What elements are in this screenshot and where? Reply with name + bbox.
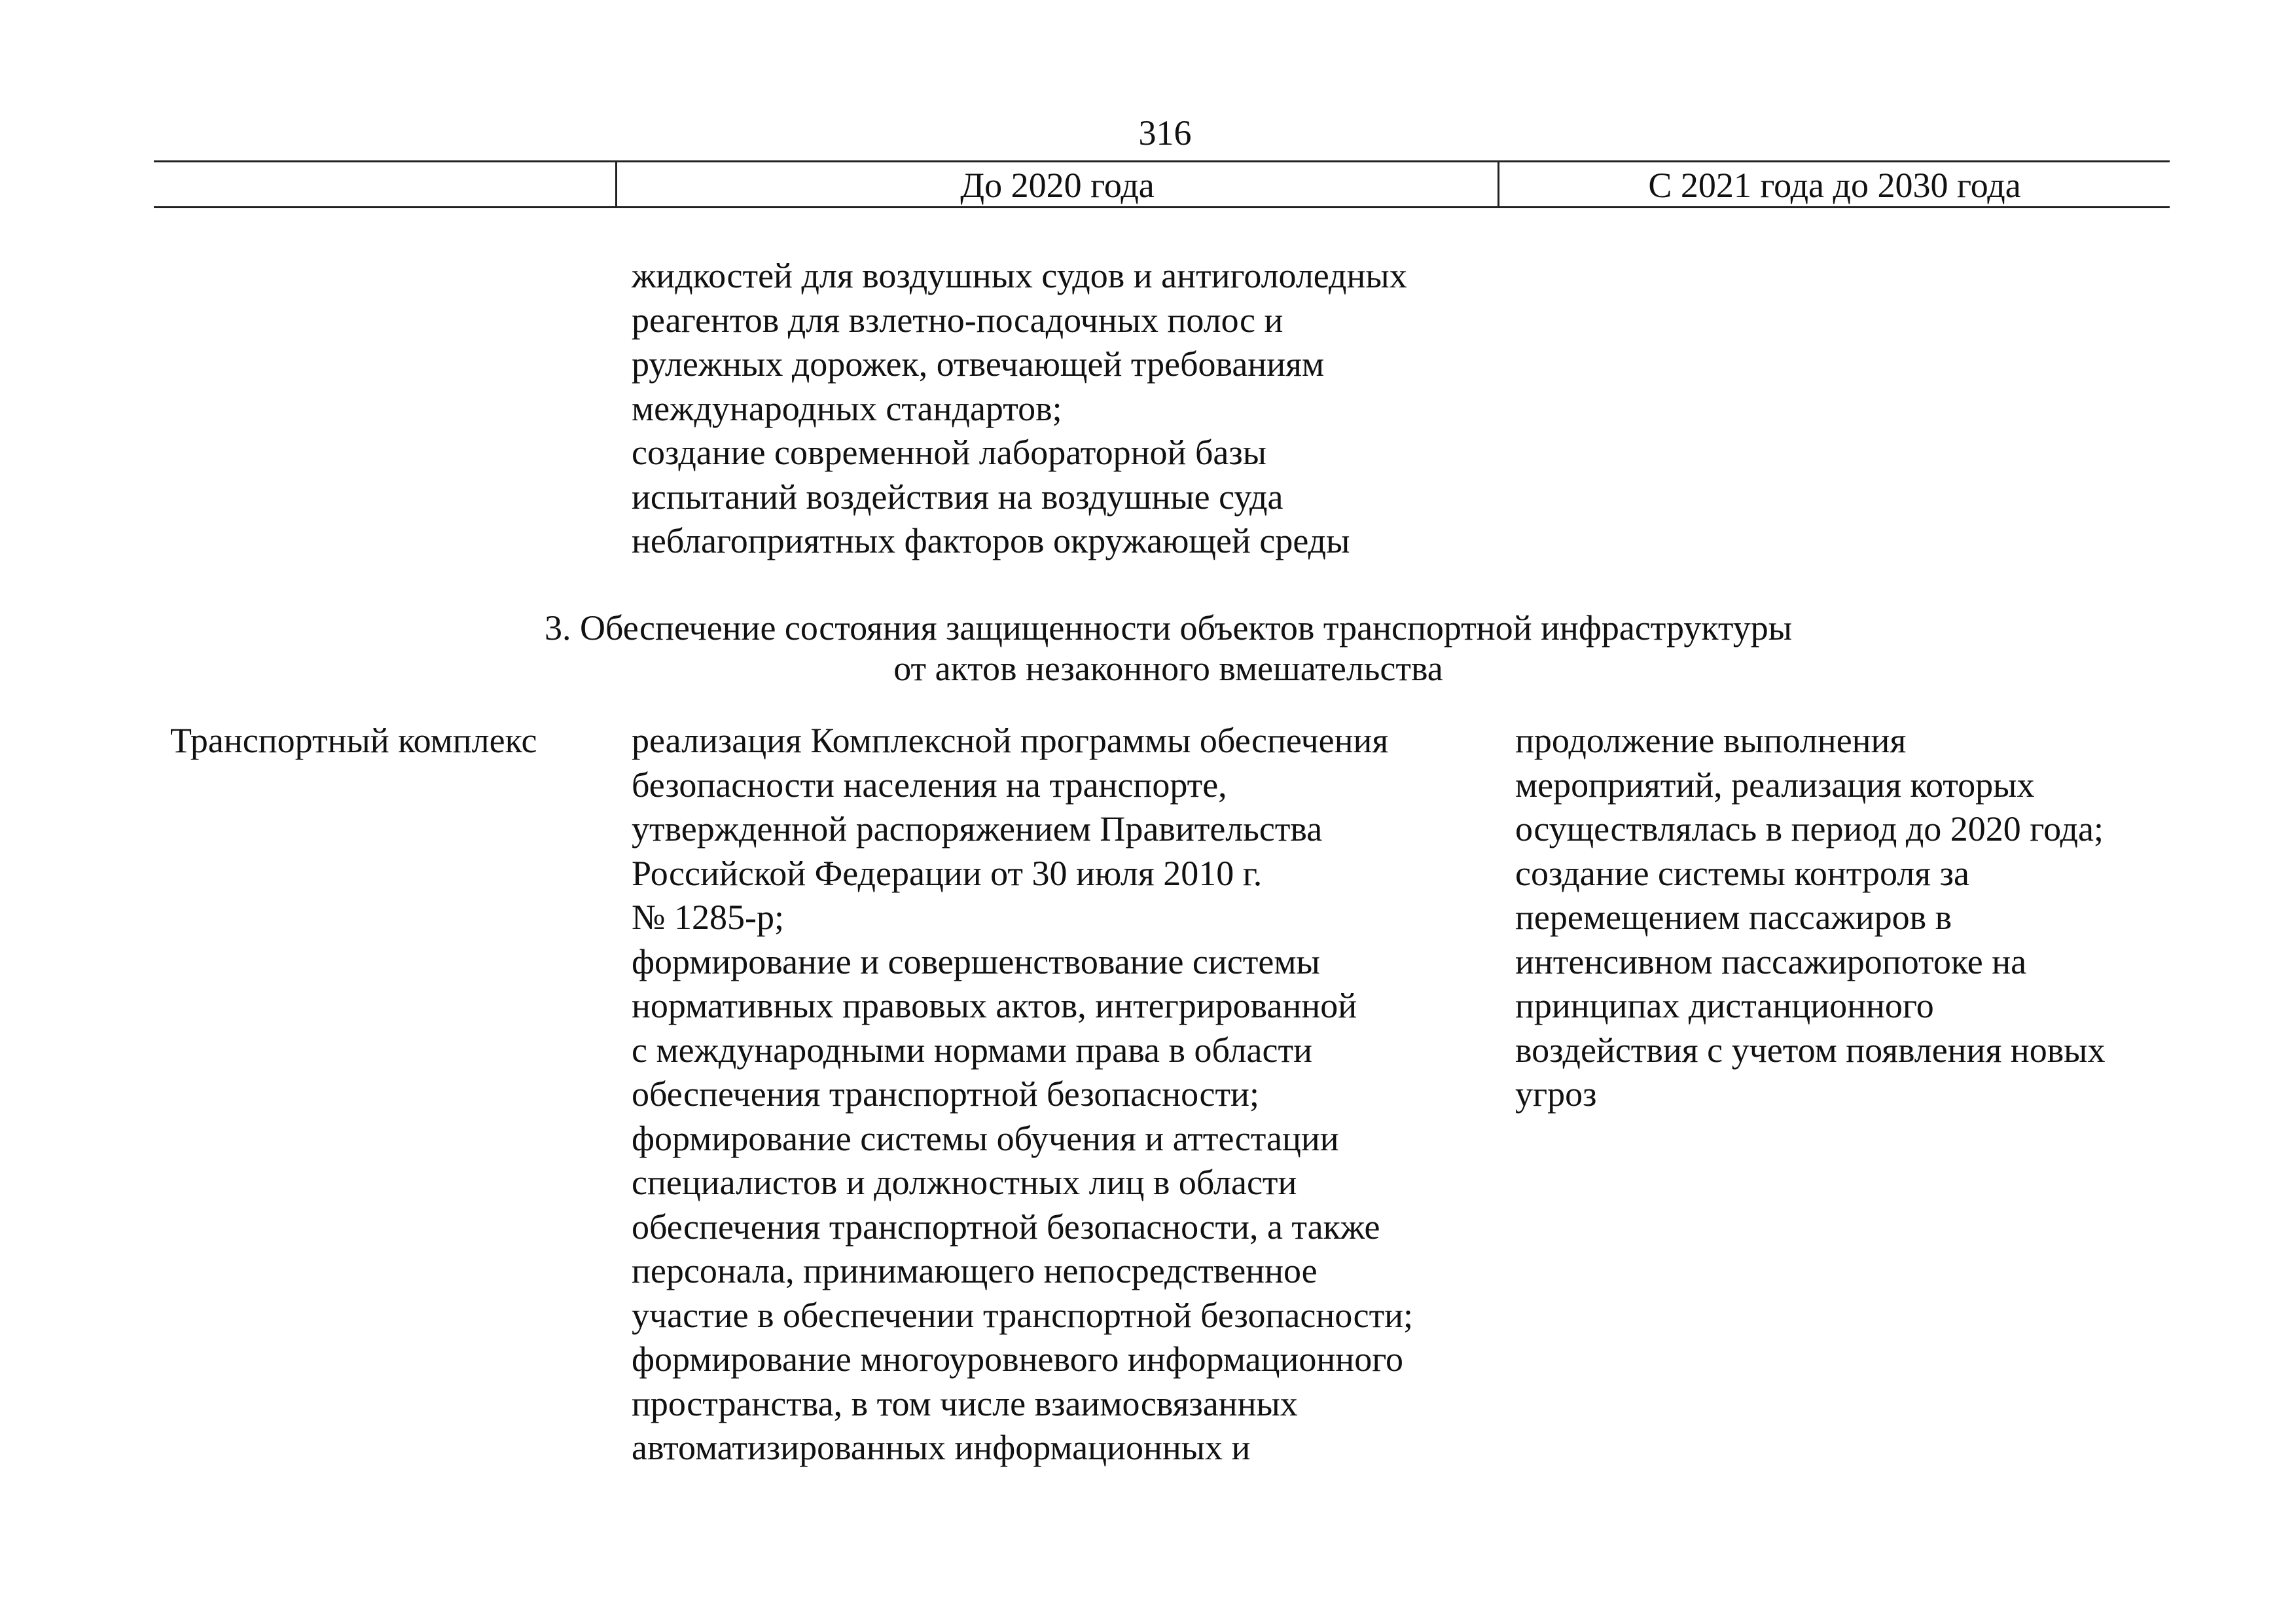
text-line: формирование системы обучения и аттестации (632, 1118, 1339, 1158)
table-header-top-rule (154, 160, 2170, 162)
text-line: нормативных правовых актов, интегрированной (632, 986, 1357, 1025)
text-line: формирование многоуровневого информационного (632, 1340, 1404, 1379)
text-line: специалистов и должностных лиц в области (632, 1163, 1297, 1202)
text-line: с международными нормами права в области (632, 1030, 1312, 1070)
text-line: создание системы контроля за (1515, 853, 1969, 893)
text-line: рулежных дорожек, отвечающей требованиям (632, 344, 1325, 384)
column-header-until-2020: До 2020 года (960, 166, 1155, 205)
text-line: Российской Федерации от 30 июля 2010 г. (632, 853, 1263, 893)
text-line: принципах дистанционного (1515, 986, 1934, 1025)
text-line: пространства, в том числе взаимосвязанных (632, 1383, 1298, 1423)
text-line: международных стандартов; (632, 388, 1062, 428)
text-line: продолжение выполнения (1515, 721, 1907, 760)
section-heading-line-1: 3. Обеспечение состояния защищенности объектов транспортной инфраструктуры (544, 608, 1793, 647)
row-col2-text (632, 719, 1413, 1470)
page-number: 316 (1138, 113, 1192, 153)
text-line: участие в обеспечении транспортной безопасности; (632, 1295, 1414, 1335)
text-line: персонала, принимающего непосредственное (632, 1251, 1318, 1290)
text-line: мероприятий, реализация которых (1515, 765, 2035, 805)
text-line: № 1285-р; (632, 898, 785, 937)
table-header-bottom-rule (154, 206, 2170, 208)
section-heading-line-2: от актов незаконного вмешательства (893, 649, 1443, 688)
text-line: воздействия с учетом появления новых (1515, 1030, 2106, 1070)
row-col3-text (1515, 719, 2105, 1117)
text-line: жидкостей для воздушных судов и антигололедных (632, 256, 1407, 295)
text-line: угроз (1515, 1074, 1597, 1114)
text-line: испытаний воздействия на воздушные суда (632, 477, 1283, 517)
text-line: интенсивном пассажиропотоке на (1515, 941, 2027, 981)
section-heading (393, 608, 1944, 689)
text-line: реализация Комплексной программы обеспечения (632, 721, 1389, 760)
text-line: реагентов для взлетно-посадочных полос и (632, 300, 1283, 340)
text-line: обеспечения транспортной безопасности; (632, 1074, 1259, 1114)
text-line: неблагоприятных факторов окружающей среды (632, 521, 1350, 560)
text-line: осуществлялась в период до 2020 года; (1515, 809, 2104, 848)
row-label: Транспортный комплекс (170, 721, 537, 760)
text-line: безопасности населения на транспорте, (632, 765, 1227, 805)
text-line: автоматизированных информационных и (632, 1428, 1251, 1467)
continued-text-block (632, 254, 1407, 564)
text-line: создание современной лабораторной базы (632, 433, 1266, 472)
text-line: обеспечения транспортной безопасности, а также (632, 1207, 1380, 1247)
text-line: утвержденной распоряжением Правительства (632, 809, 1323, 848)
column-header-2021-2030: С 2021 года до 2030 года (1648, 166, 2021, 205)
text-line: формирование и совершенствование системы (632, 941, 1320, 981)
text-line: перемещением пассажиров в (1515, 898, 1952, 937)
